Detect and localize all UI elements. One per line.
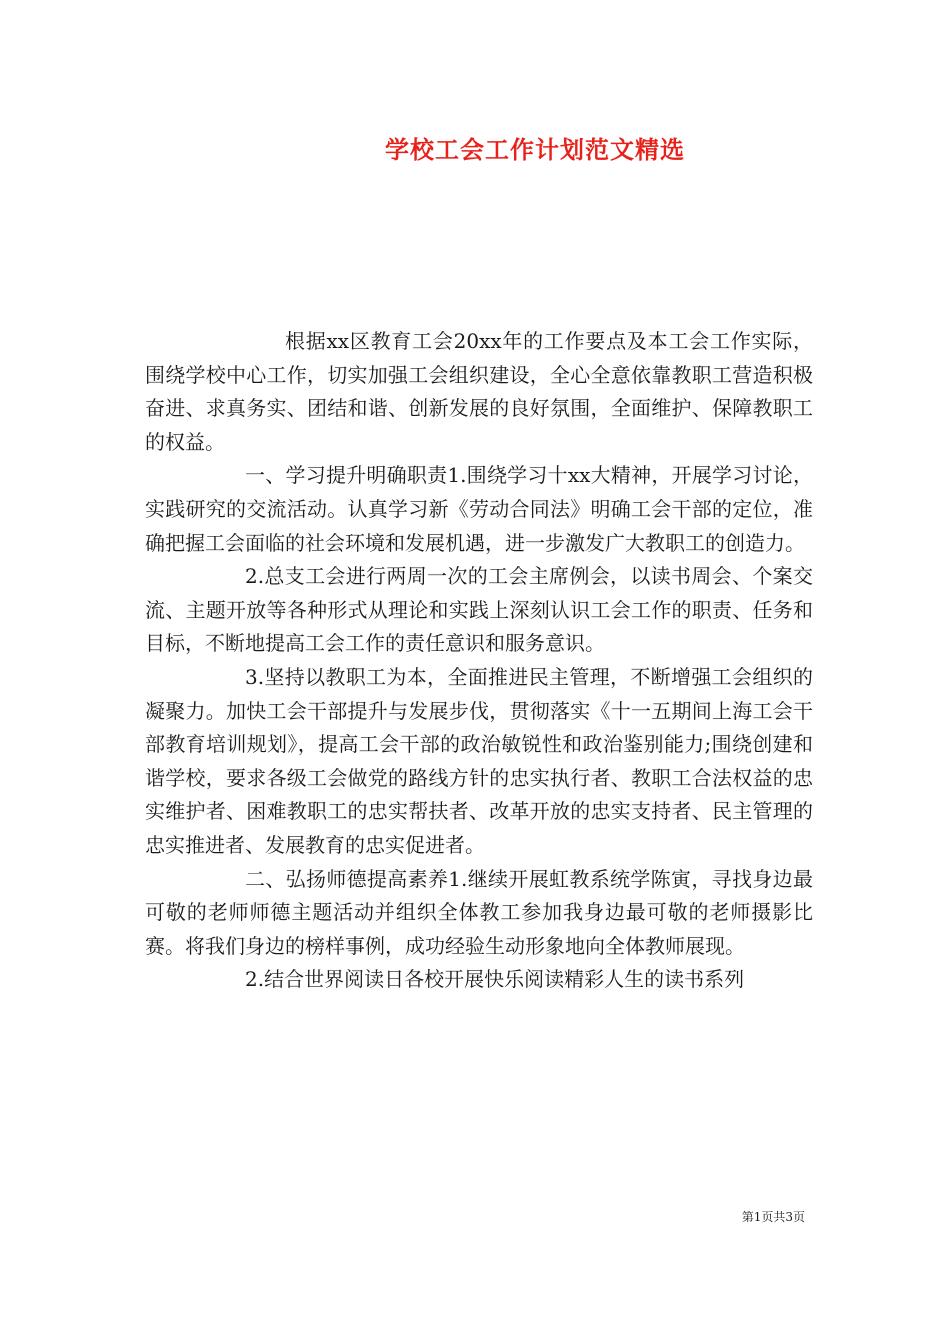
document-body	[145, 325, 813, 997]
paragraph-intro: 根据xx区教育工会20xx年的工作要点及本工会工作实际，围绕学校中心工作，切实加强工会组织建设，全心全意依靠教职工营造积极奋进、求真务实、团结和谐、创新发展的良好氛围，全面维护、保障教职工的权益。	[145, 329, 813, 454]
paragraph-item-2b: 2.结合世界阅读日各校开展快乐阅读精彩人生的读书系列	[245, 967, 745, 992]
paragraph-item-2: 2.总支工会进行两周一次的工会主席例会，以读书周会、个案交流、主题开放等各种形式从理论和实践上深刻认识工会工作的职责、任务和目标，不断地提高工会工作的责任意识和服务意识。	[145, 564, 813, 656]
page-number: 第1页共3页	[741, 1210, 805, 1224]
page-title: 学校工会工作计划范文精选	[385, 135, 685, 164]
paragraph-section-2: 二、弘扬师德提高素养1.继续开展虹教系统学陈寅，寻找身边最可敬的老师师德主题活动并组织全体教工参加我身边最可敬的老师摄影比赛。将我们身边的榜样事例，成功经验生动形象地向全体教师展现。	[145, 866, 813, 958]
paragraph-item-3: 3.坚持以教职工为本，全面推进民主管理，不断增强工会组织的凝聚力。加快工会干部提升与发展步伐，贯彻落实《十一五期间上海工会干部教育培训规划》，提高工会干部的政治敏锐性和政治鉴别能力;围绕创建和谐学校，要求各级工会做党的路线方针的忠实执行者、教职工合法权益的忠实维护者、困难教职工的忠实帮扶者、改革开放的忠实支持者、民主管理的忠实推进者、发展教育的忠实促进者。	[145, 664, 813, 857]
paragraph-section-1: 一、学习提升明确职责1.围绕学习十xx大精神，开展学习讨论，实践研究的交流活动。认真学习新《劳动合同法》明确工会干部的定位，准确把握工会面临的社会环境和发展机遇，进一步激发广大教职工的创造力。	[145, 463, 813, 555]
